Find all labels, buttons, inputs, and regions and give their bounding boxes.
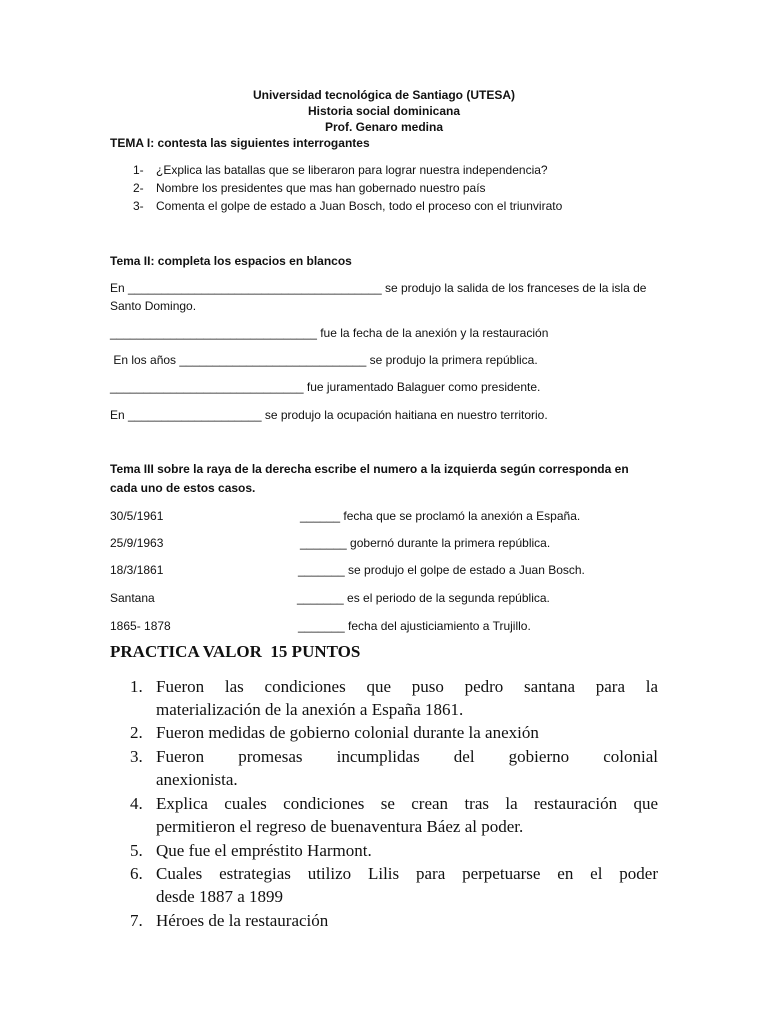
practica-title: PRACTICA VALOR 15 PUNTOS	[110, 642, 361, 661]
professor-name: Prof. Genaro medina	[324, 120, 444, 134]
practica-item-num: 4.	[130, 794, 143, 813]
tema2-line: _______________________________ fue la fecha de la anexión y la restauración	[110, 326, 549, 340]
practica-item-text: Explica cuales condiciones se crean tras la restauración que	[156, 794, 658, 813]
tema3-left-item: Santana	[110, 591, 155, 605]
tema3-left-item: 25/9/1963	[110, 536, 164, 550]
practica-item-text: Que fue el empréstito Harmont.	[156, 841, 372, 860]
practica-item-text-cont: permitieron el regreso de buenaventura Báez al poder.	[156, 817, 524, 836]
tema2-title: Tema II: completa los espacios en blancos	[110, 254, 352, 268]
tema2-line: _____________________________ fue juramentado Balaguer como presidente.	[110, 380, 541, 394]
practica-item	[130, 839, 660, 862]
tema1-item-num: 3-	[133, 199, 144, 213]
practica-item-num: 2.	[130, 723, 143, 742]
tema2-line: En ______________________________________ se produjo la salida de los franceses de la isla de	[110, 281, 647, 295]
tema1-item-text: Comenta el golpe de estado a Juan Bosch, todo el proceso con el triunvirato	[156, 199, 563, 213]
tema3-left-item: 30/5/1961	[110, 509, 164, 523]
tema1-item-text: ¿Explica las batallas que se liberaron para lograr nuestra independencia?	[156, 163, 548, 177]
tema3-right-item: _______ se produjo el golpe de estado a Juan Bosch.	[298, 563, 585, 577]
tema3-left-item: 18/3/1861	[110, 563, 164, 577]
tema3-title: Tema III sobre la raya de la derecha escribe el numero a la izquierda según corresponda en	[110, 462, 629, 476]
practica-item-num: 3.	[130, 747, 143, 766]
tema3-right-item: _______ gobernó durante la primera república.	[300, 536, 551, 550]
practica-item-text-cont: materialización de la anexión a España 1861.	[156, 700, 464, 719]
practica-item	[130, 909, 660, 932]
practica-item-num: 1.	[130, 677, 143, 696]
practica-item-num: 7.	[130, 911, 143, 930]
university-title: Universidad tecnológica de Santiago (UTESA)	[252, 88, 516, 102]
practica-item-num: 5.	[130, 841, 143, 860]
practica-item	[130, 792, 660, 838]
practica-item-text: Fueron medidas de gobierno colonial durante la anexión	[156, 723, 539, 742]
tema2-line: En ____________________ se produjo la ocupación haitiana en nuestro territorio.	[110, 408, 548, 422]
practica-item	[130, 721, 660, 744]
practica-item	[130, 862, 660, 908]
tema2-line: En los años ____________________________ se produjo la primera república.	[110, 353, 538, 367]
tema2-line: Santo Domingo.	[110, 299, 197, 313]
practica-item-num: 6.	[130, 864, 143, 883]
practica-item-text: Héroes de la restauración	[156, 911, 329, 930]
tema1-item-text: Nombre los presidentes que mas han gobernado nuestro país	[156, 181, 486, 195]
practica-item	[130, 745, 660, 791]
tema3-right-item: ______ fecha que se proclamó la anexión a España.	[300, 509, 581, 523]
tema3-right-item: _______ fecha del ajusticiamiento a Trujillo.	[298, 619, 531, 633]
practica-item	[130, 675, 660, 721]
tema1-title: TEMA I: contesta las siguientes interrogantes	[110, 136, 370, 150]
practica-item-text: Fueron promesas incumplidas del gobierno colonial	[156, 747, 658, 766]
practica-item-text: Cuales estrategias utilizo Lilis para perpetuarse en el poder	[156, 864, 658, 883]
tema3-left-item: 1865- 1878	[110, 619, 171, 633]
course-title: Historia social dominicana	[307, 104, 461, 118]
tema3-right-item: _______ es el periodo de la segunda república.	[297, 591, 550, 605]
practica-item-text: Fueron las condiciones que puso pedro santana para la	[156, 677, 658, 696]
tema1-item-num: 2-	[133, 181, 144, 195]
tema1-item-num: 1-	[133, 163, 144, 177]
tema3-title-cont: cada uno de estos casos.	[110, 481, 256, 495]
practica-item-text-cont: desde 1887 a 1899	[156, 887, 284, 906]
practica-item-text-cont: anexionista.	[156, 770, 238, 789]
